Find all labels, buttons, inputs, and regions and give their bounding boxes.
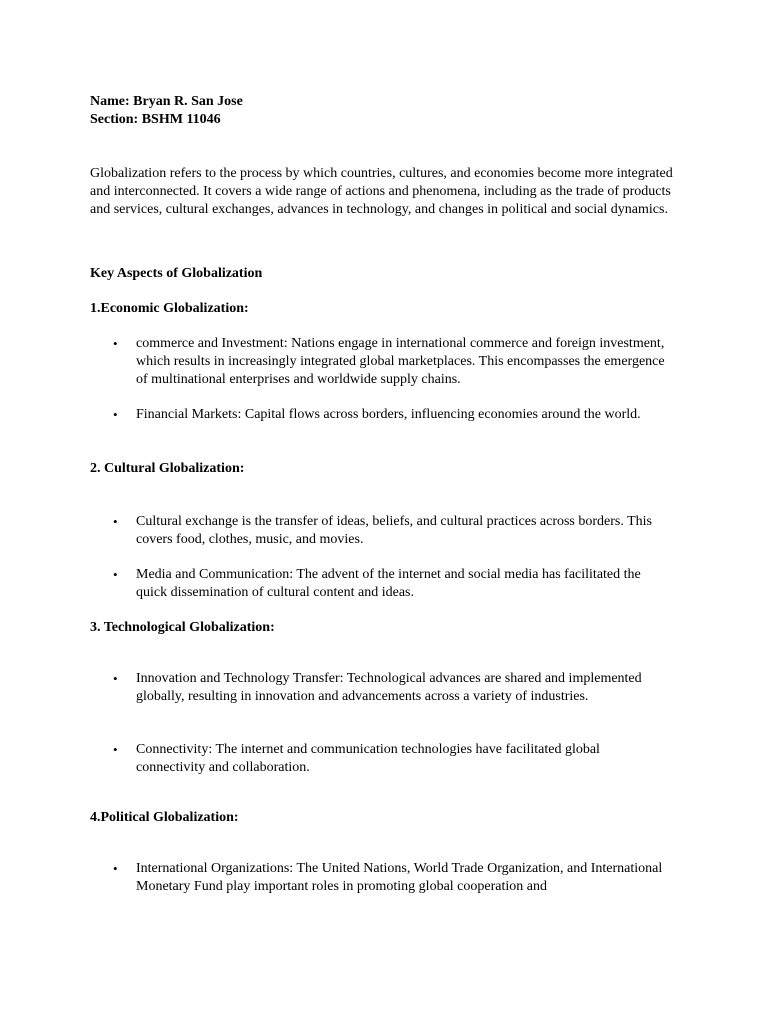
list-item: Financial Markets: Capital flows across borders, influencing economies around the world. <box>136 407 641 422</box>
bullet-icon: • <box>113 336 118 351</box>
key-aspects-heading: Key Aspects of Globalization <box>90 266 263 281</box>
section-label: Section: BSHM 11046 <box>90 112 221 127</box>
list-item: Media and Communication: The advent of the internet and social media has facilitated the quick dissemination of cultural content and ideas. <box>136 567 641 600</box>
list-item: Cultural exchange is the transfer of ideas, beliefs, and cultural practices across borders. This covers food, clothes, music, and movies. <box>136 514 653 547</box>
bullet-icon: • <box>113 567 118 582</box>
section-heading-cultural: 2. Cultural Globalization: <box>90 461 245 476</box>
list-item: Connectivity: The internet and communication technologies have facilitated global connectivity and collaboration. <box>136 742 600 775</box>
intro-paragraph: Globalization refers to the process by which countries, cultures, and economies become more integrated and interconnected. It covers a wide range of actions and phenomena, including as the trade of products and services, cultural exchanges, advances in technology, and changes in political and social dynamics. <box>90 166 673 217</box>
bullet-icon: • <box>113 742 118 757</box>
bullet-icon: • <box>113 407 118 422</box>
section-heading-technological: 3. Technological Globalization: <box>90 620 275 635</box>
list-item: Innovation and Technology Transfer: Technological advances are shared and implemented globally, resulting in innovation and advancements across a variety of industries. <box>136 671 642 704</box>
section-heading-political: 4.Political Globalization: <box>90 810 239 825</box>
list-item: commerce and Investment: Nations engage in international commerce and foreign investment, which results in increasingly integrated global marketplaces. This encompasses the emergence of multinational enterprises and worldwide supply chains. <box>136 336 665 387</box>
section-heading-economic: 1.Economic Globalization: <box>90 301 249 316</box>
bullet-icon: • <box>113 671 118 686</box>
list-item: International Organizations: The United Nations, World Trade Organization, and International Monetary Fund play important roles in promoting global cooperation and <box>136 861 663 894</box>
bullet-icon: • <box>113 514 118 529</box>
author-name: Name: Bryan R. San Jose <box>90 94 243 109</box>
bullet-icon: • <box>113 861 118 876</box>
